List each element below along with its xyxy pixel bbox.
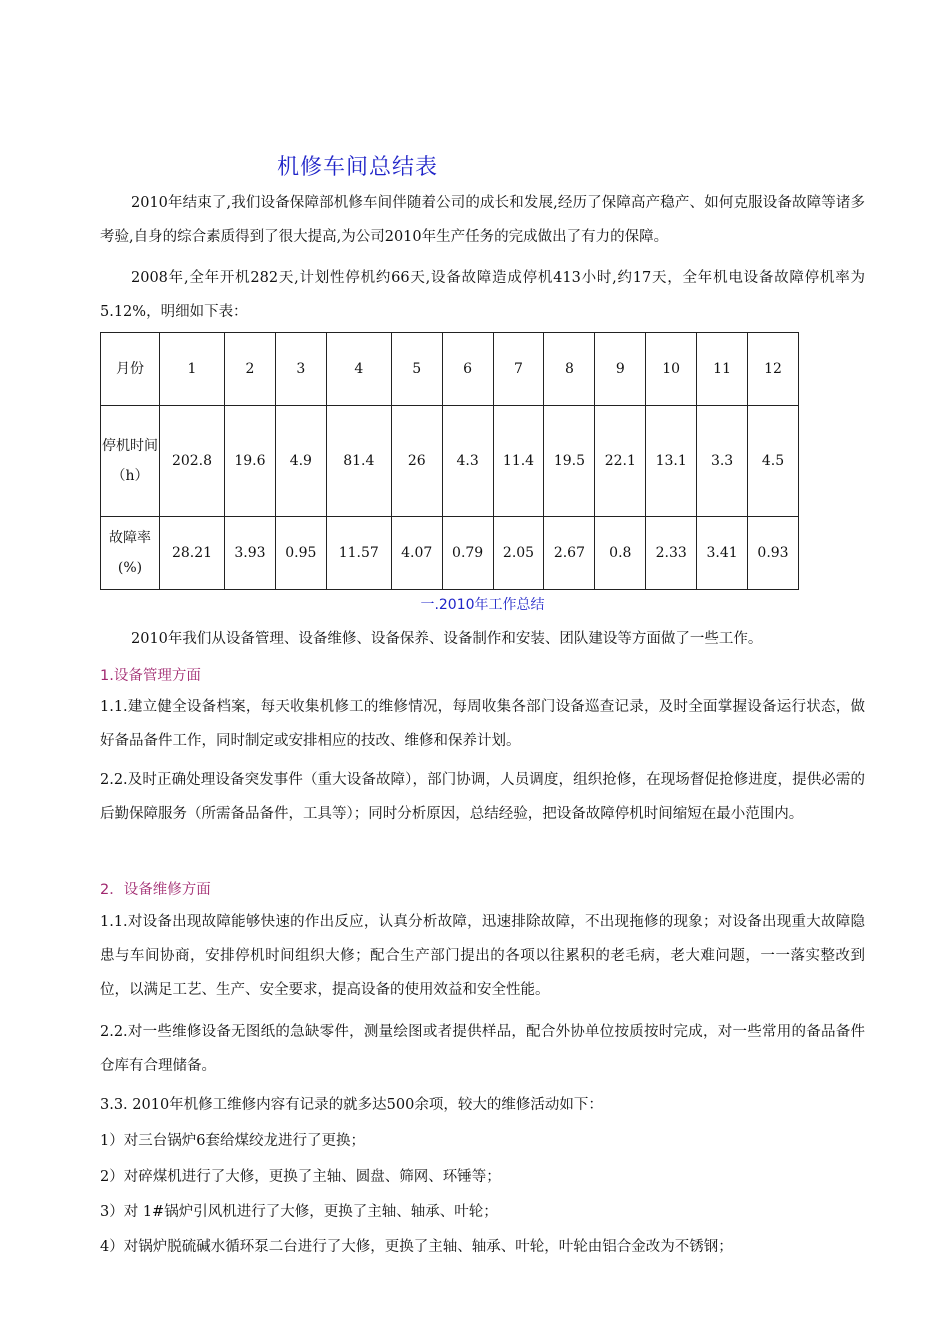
downtime-cell: 13.1 <box>646 406 697 517</box>
month-cell: 5 <box>391 333 442 406</box>
month-cell: 6 <box>442 333 493 406</box>
downtime-cell: 11.4 <box>493 406 544 517</box>
downtime-cell: 4.3 <box>442 406 493 517</box>
row-label-month: 月份 <box>101 333 160 406</box>
rate-cell: 2.67 <box>544 517 595 590</box>
repair-item-1: 1.1.对设备出现故障能够快速的作出反应，认真分析故障，迅速排除故障，不出现拖修的现象；对设备出现重大故障隐患与车间协商，安排停机时间组织大修；配合生产部门提出的各项以往累积的老毛病，老大难问题，一一落实整改到位，以满足工艺、生产、安全要求，提高设备的使用效益和安全性能。 <box>100 914 865 998</box>
downtime-cell: 81.4 <box>326 406 391 517</box>
rate-cell: 2.05 <box>493 517 544 590</box>
month-cell: 1 <box>160 333 225 406</box>
rate-cell: 3.41 <box>697 517 748 590</box>
rate-cell: 28.21 <box>160 517 225 590</box>
month-cell: 8 <box>544 333 595 406</box>
page-title: 机修车间总结表 <box>277 155 439 180</box>
row-label-downtime: 停机时间（h） <box>101 406 160 517</box>
downtime-table <box>100 332 799 590</box>
intro-paragraph-1: 2010年结束了,我们设备保障部机修车间伴随着公司的成长和发展,经历了保障高产稳产、如何克服设备故障等诸多考验,自身的综合素质得到了很大提高,为公司2010年生产任务的完成做出了有力的保障。 <box>100 195 865 245</box>
rate-cell: 2.33 <box>646 517 697 590</box>
list-item: 3）对 1#锅炉引风机进行了大修，更换了主轴、轴承、叶轮； <box>100 1204 498 1220</box>
downtime-cell: 4.9 <box>275 406 326 517</box>
rate-cell: 11.57 <box>326 517 391 590</box>
subsection-heading-management: 1.设备管理方面 <box>100 668 201 684</box>
downtime-cell: 19.6 <box>225 406 276 517</box>
row-label-rate: 故障率(%) <box>101 517 160 590</box>
list-item: 1）对三台锅炉6套给煤绞龙进行了更换； <box>100 1133 365 1149</box>
month-cell: 3 <box>275 333 326 406</box>
month-cell: 7 <box>493 333 544 406</box>
table-row-month <box>101 333 799 406</box>
repair-item-2: 2.2.对一些维修设备无图纸的急缺零件，测量绘图或者提供样品，配合外协单位按质按时完成，对一些常用的备品备件仓库有合理储备。 <box>100 1024 865 1074</box>
table-row-downtime <box>101 406 799 517</box>
month-cell: 2 <box>225 333 276 406</box>
downtime-cell: 4.5 <box>748 406 799 517</box>
management-item-2: 2.2.及时正确处理设备突发事件（重大设备故障），部门协调，人员调度，组织抢修，在现场督促抢修进度，提供必需的后勤保障服务（所需备品备件，工具等）；同时分析原因，总结经验，把设备故障停机时间缩短在最小范围内。 <box>100 772 865 822</box>
downtime-cell: 26 <box>391 406 442 517</box>
month-cell: 4 <box>326 333 391 406</box>
month-cell: 11 <box>697 333 748 406</box>
list-item: 2）对碎煤机进行了大修，更换了主轴、圆盘、筛网、环锤等； <box>100 1169 501 1185</box>
month-cell: 9 <box>595 333 646 406</box>
repair-item-3: 3.3. 2010年机修工维修内容有记录的就多达500余项，较大的维修活动如下： <box>100 1097 603 1113</box>
rate-cell: 0.95 <box>275 517 326 590</box>
downtime-cell: 3.3 <box>697 406 748 517</box>
rate-cell: 4.07 <box>391 517 442 590</box>
downtime-cell: 22.1 <box>595 406 646 517</box>
rate-cell: 0.93 <box>748 517 799 590</box>
list-item: 4）对锅炉脱硫碱水循环泵二台进行了大修，更换了主轴、轴承、叶轮，叶轮由铝合金改为不锈钢； <box>100 1239 733 1255</box>
month-cell: 12 <box>748 333 799 406</box>
rate-cell: 0.8 <box>595 517 646 590</box>
downtime-cell: 19.5 <box>544 406 595 517</box>
rate-cell: 3.93 <box>225 517 276 590</box>
rate-cell: 0.79 <box>442 517 493 590</box>
management-item-1: 1.1.建立健全设备档案，每天收集机修工的维修情况，每周收集各部门设备巡查记录，及时全面掌握设备运行状态，做好备品备件工作，同时制定或安排相应的技改、维修和保养计划。 <box>100 699 865 749</box>
month-cell: 10 <box>646 333 697 406</box>
section-intro: 2010年我们从设备管理、设备维修、设备保养、设备制作和安装、团队建设等方面做了一些工作。 <box>131 631 763 647</box>
section-heading: 一.2010年工作总结 <box>420 597 545 613</box>
intro-paragraph-2: 2008年,全年开机282天,计划性停机约66天,设备故障造成停机413小时,约17天，全年机电设备故障停机率为5.12%，明细如下表： <box>100 270 865 320</box>
downtime-cell: 202.8 <box>160 406 225 517</box>
table-row-rate <box>101 517 799 590</box>
subsection-heading-repair: 2．设备维修方面 <box>100 882 211 898</box>
